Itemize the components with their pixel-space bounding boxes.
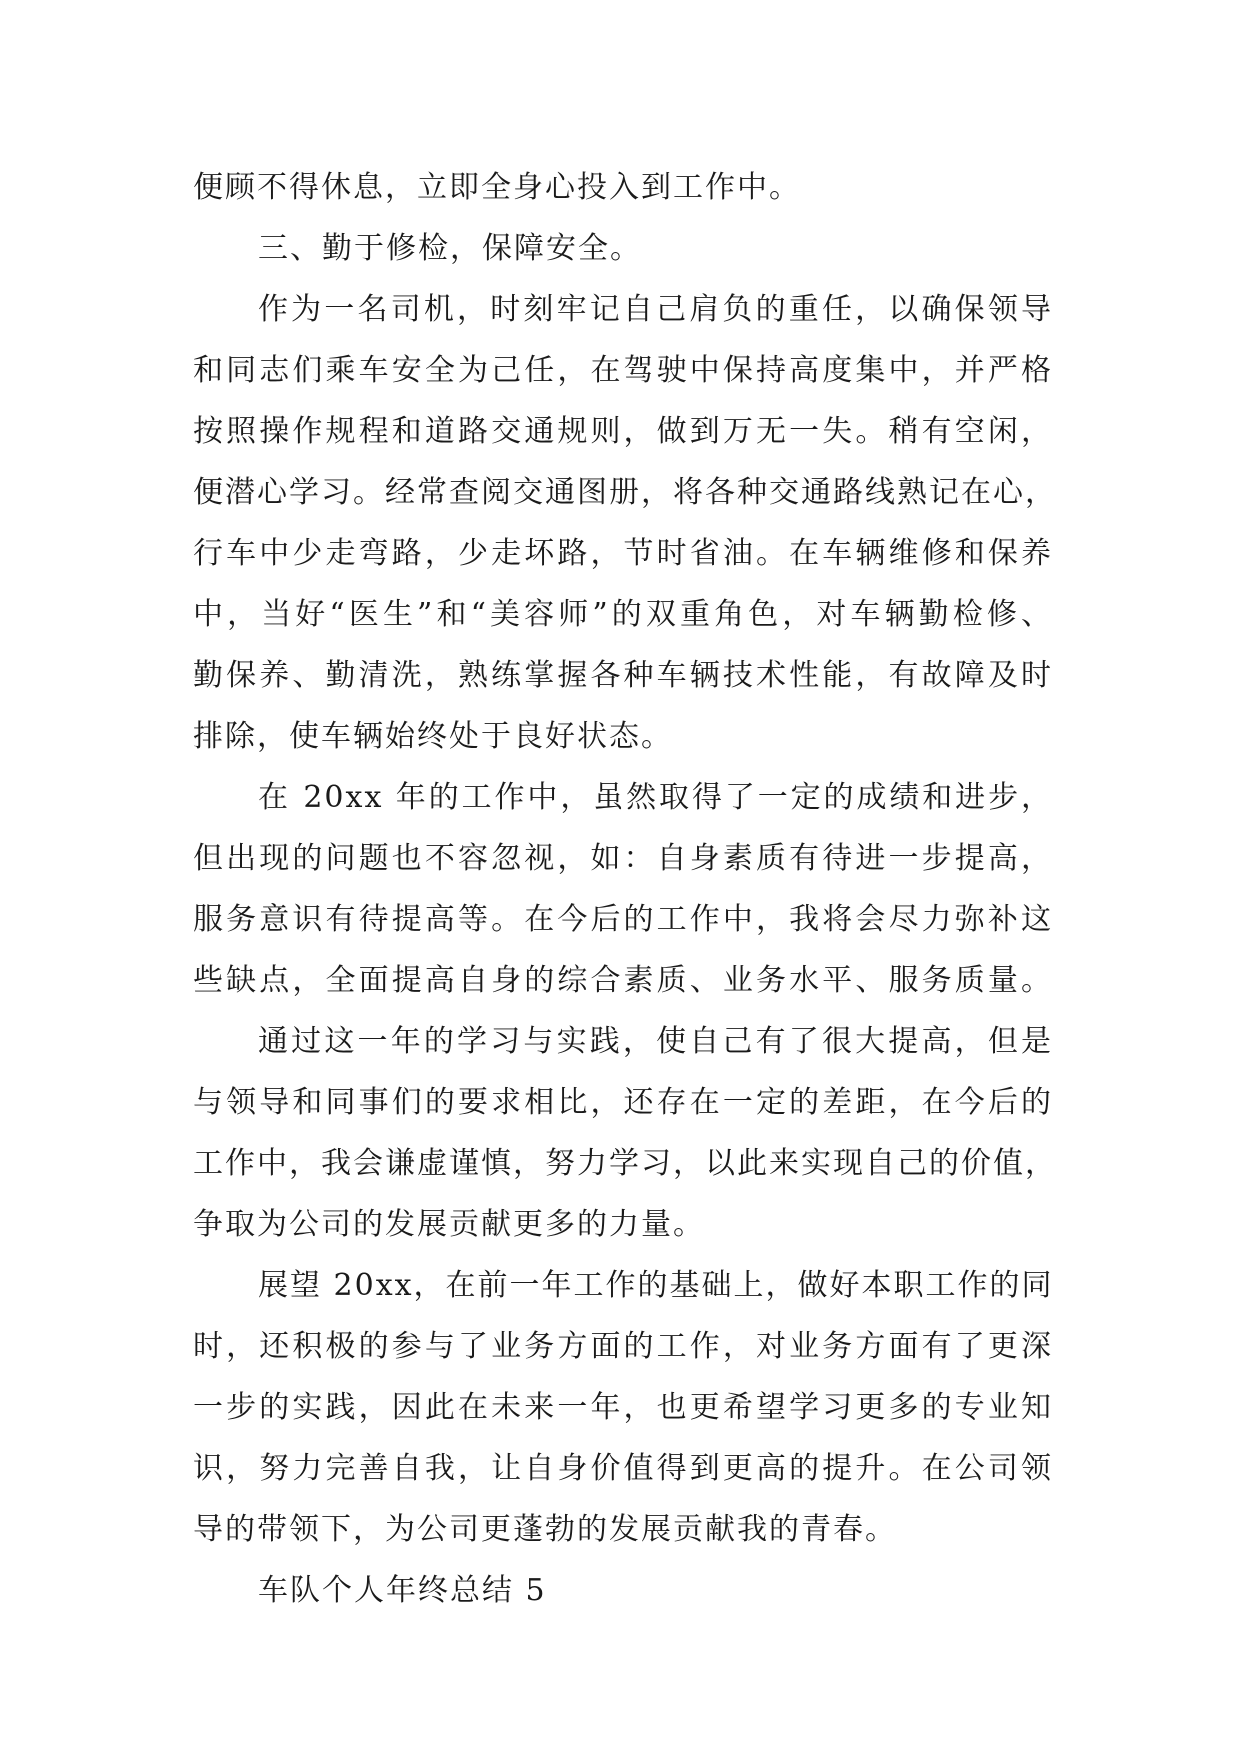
text-line: 识，努力完善自我，让自身价值得到更高的提升。在公司领 — [193, 1451, 1053, 1486]
text-line: 展望 20xx，在前一年工作的基础上，做好本职工作的同 — [258, 1268, 1054, 1303]
text-line: 服务意识有待提高等。在今后的工作中，我将会尽力弥补这 — [193, 902, 1053, 937]
text-line: 通过这一年的学习与实践，使自己有了很大提高，但是 — [258, 1024, 1053, 1059]
text-line: 便潜心学习。经常查阅交通图册，将各种交通路线熟记在心， — [193, 475, 1057, 510]
text-line: 排除，使车辆始终处于良好状态。 — [193, 719, 673, 754]
text-line: 中，当好“医生”和“美容师”的双重角色，对车辆勤检修、 — [193, 597, 1053, 632]
section-title: 车队个人年终总结 5 — [258, 1573, 547, 1608]
document-body — [193, 157, 1057, 1621]
text-line: 在 20xx 年的工作中，虽然取得了一定的成绩和进步， — [258, 780, 1053, 815]
text-line: 便顾不得休息，立即全身心投入到工作中。 — [193, 170, 801, 205]
text-line: 与领导和同事们的要求相比，还存在一定的差距，在今后的 — [193, 1085, 1053, 1120]
text-line: 行车中少走弯路，少走坏路，节时省油。在车辆维修和保养 — [193, 536, 1053, 571]
text-line: 勤保养、勤清洗，熟练掌握各种车辆技术性能，有故障及时 — [193, 658, 1053, 693]
text-line: 作为一名司机，时刻牢记自己肩负的重任，以确保领导 — [258, 292, 1053, 327]
text-line: 但出现的问题也不容忽视，如：自身素质有待进一步提高， — [193, 841, 1053, 876]
text-line: 些缺点，全面提高自身的综合素质、业务水平、服务质量。 — [193, 963, 1053, 998]
text-line: 和同志们乘车安全为己任，在驾驶中保持高度集中，并严格 — [193, 353, 1053, 388]
text-line: 导的带领下，为公司更蓬勃的发展贡献我的青春。 — [193, 1512, 897, 1547]
section-heading: 三、勤于修检，保障安全。 — [258, 231, 642, 266]
text-line: 争取为公司的发展贡献更多的力量。 — [193, 1207, 705, 1242]
text-line: 按照操作规程和道路交通规则，做到万无一失。稍有空闲， — [193, 414, 1053, 449]
text-line: 时，还积极的参与了业务方面的工作，对业务方面有了更深 — [193, 1329, 1053, 1364]
text-line: 一步的实践，因此在未来一年，也更希望学习更多的专业知 — [193, 1390, 1053, 1425]
text-line: 工作中，我会谦虚谨慎，努力学习，以此来实现自己的价值， — [193, 1146, 1057, 1181]
